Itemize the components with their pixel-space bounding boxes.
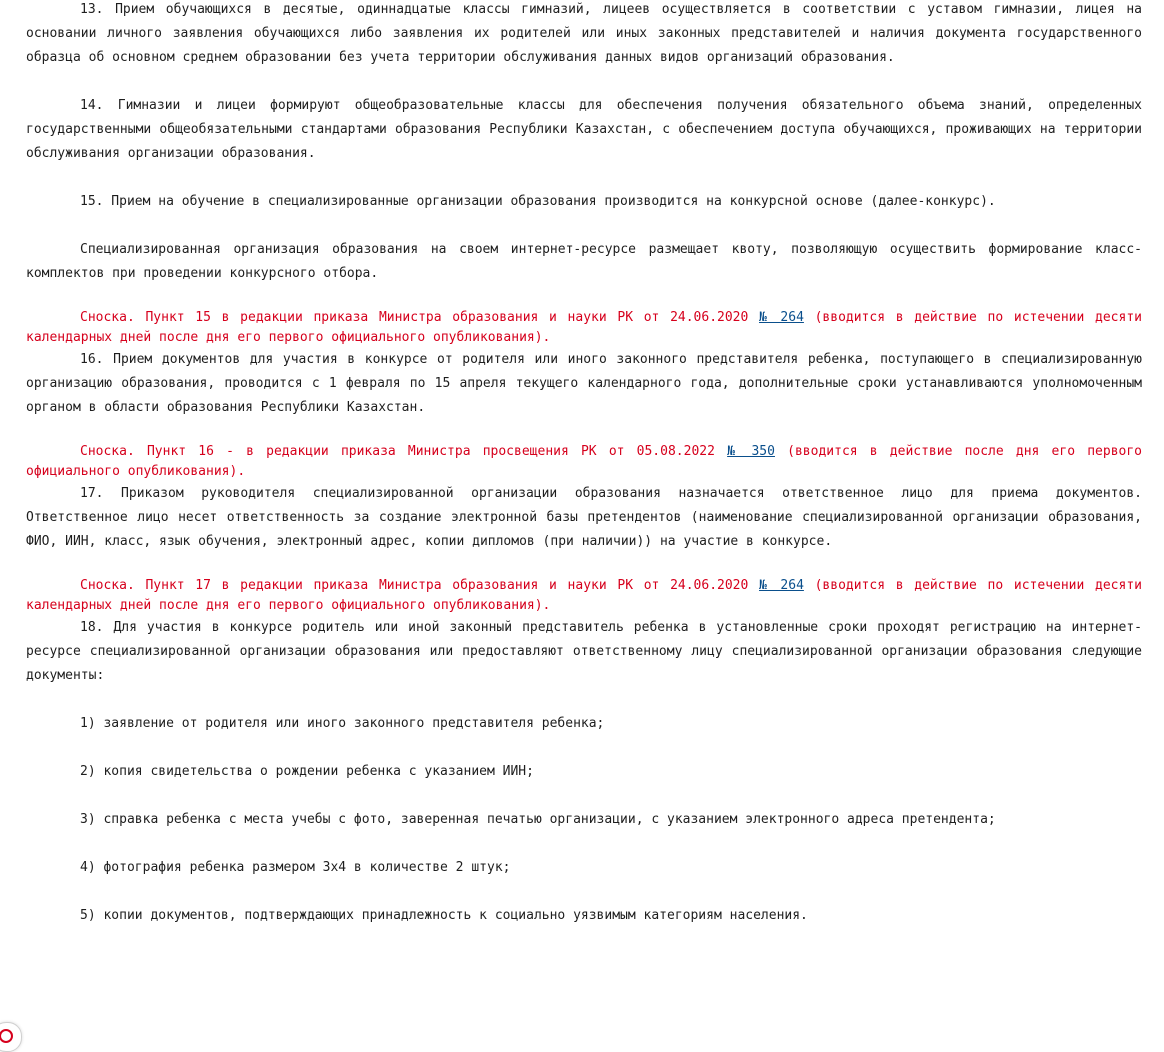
footnote-17-link[interactable]: № 264	[759, 578, 804, 593]
footnote-16-tail: (вводится в действие после дня его первого официального опубликования).	[26, 444, 1143, 479]
paragraph-15: 15. Прием на обучение в специализированные организации образования производится на конкурсной основе (далее-конкурс).	[80, 194, 996, 209]
footnote-17-tail: (вводится в действие по истечении десяти календарных дней после дня его первого официального опубликования).	[26, 578, 1142, 613]
footnote-15-tail: (вводится в действие по истечении десяти календарных дней после дня его первого официального опубликования).	[26, 310, 1142, 345]
footnote-17-text: Сноска. Пункт 17 в редакции приказа Министра образования и науки РК от 24.06.2020	[80, 578, 760, 593]
paragraph-17: 17. Приказом руководителя специализированной организации образования назначается ответственное лицо для приема документов. Ответственное лицо несет ответственность за создание электронной базы претендентов (наименование специализированной организации образования, ФИО, ИИН, класс, язык обучения, электронный адрес, копии дипломов (при наличии)) на участие в конкурсе.	[26, 486, 1142, 549]
paragraph-14: 14. Гимназии и лицеи формируют общеобразовательные классы для обеспечения получения обязательного объема знаний, определенных государственными общеобязательными стандартами образования Республики Казахстан, с обеспечением доступа обучающихся, проживающих на территории обслуживания организации образования.	[26, 98, 1142, 161]
paragraph-13: 13. Прием обучающихся в десятые, одиннадцатые классы гимназий, лицеев осуществляется в соответствии с уставом гимназии, лицея на основании личного заявления обучающихся либо заявления их родителей или иных законных представителей и наличия документа государственного образца об основном среднем образовании без учета территории обслуживания данных видов организаций образования.	[26, 2, 1142, 65]
paragraph-16: 16. Прием документов для участия в конкурсе от родителя или иного законного представителя ребенка, поступающего в специализированную организацию образования, проводится с 1 февраля по 15 апреля текущего календарного года, дополнительные сроки устанавливаются уполномоченным органом в области образования Республики Казахстан.	[26, 352, 1142, 415]
footnote-15-link[interactable]: № 264	[759, 310, 804, 325]
list-item-1: 1) заявление от родителя или иного законного представителя ребенка;	[80, 716, 605, 731]
paragraph-18: 18. Для участия в конкурсе родитель или иной законный представитель ребенка в установленные сроки проходят регистрацию на интернет-ресурсе специализированной организации образования или предоставляют ответственному лицу специализированной организации образования следующие документы:	[26, 620, 1142, 683]
list-item-5: 5) копии документов, подтверждающих принадлежность к социально уязвимым категориям населения.	[80, 908, 808, 923]
footnote-16-link[interactable]: № 350	[727, 444, 775, 459]
list-item-2: 2) копия свидетельства о рождении ребенка с указанием ИИН;	[80, 764, 534, 779]
footnote-16-text: Сноска. Пункт 16 - в редакции приказа Министра просвещения РК от 05.08.2022	[80, 444, 728, 459]
floating-side-button[interactable]	[0, 1022, 22, 1052]
footnote-16	[26, 442, 1142, 482]
document-body	[26, 0, 1142, 928]
paragraph-15-quota: Специализированная организация образования на своем интернет-ресурсе размещает квоту, позволяющую осуществить формирование класс-комплектов при проведении конкурсного отбора.	[26, 242, 1142, 281]
list-item-3: 3) справка ребенка с места учебы с фото, заверенная печатью организации, с указанием электронного адреса претендента;	[80, 812, 996, 827]
footnote-15	[26, 308, 1142, 348]
list-item-4: 4) фотография ребенка размером 3х4 в количестве 2 штук;	[80, 860, 511, 875]
footnote-15-text: Сноска. Пункт 15 в редакции приказа Министра образования и науки РК от 24.06.2020	[80, 310, 760, 325]
footnote-17	[26, 576, 1142, 616]
